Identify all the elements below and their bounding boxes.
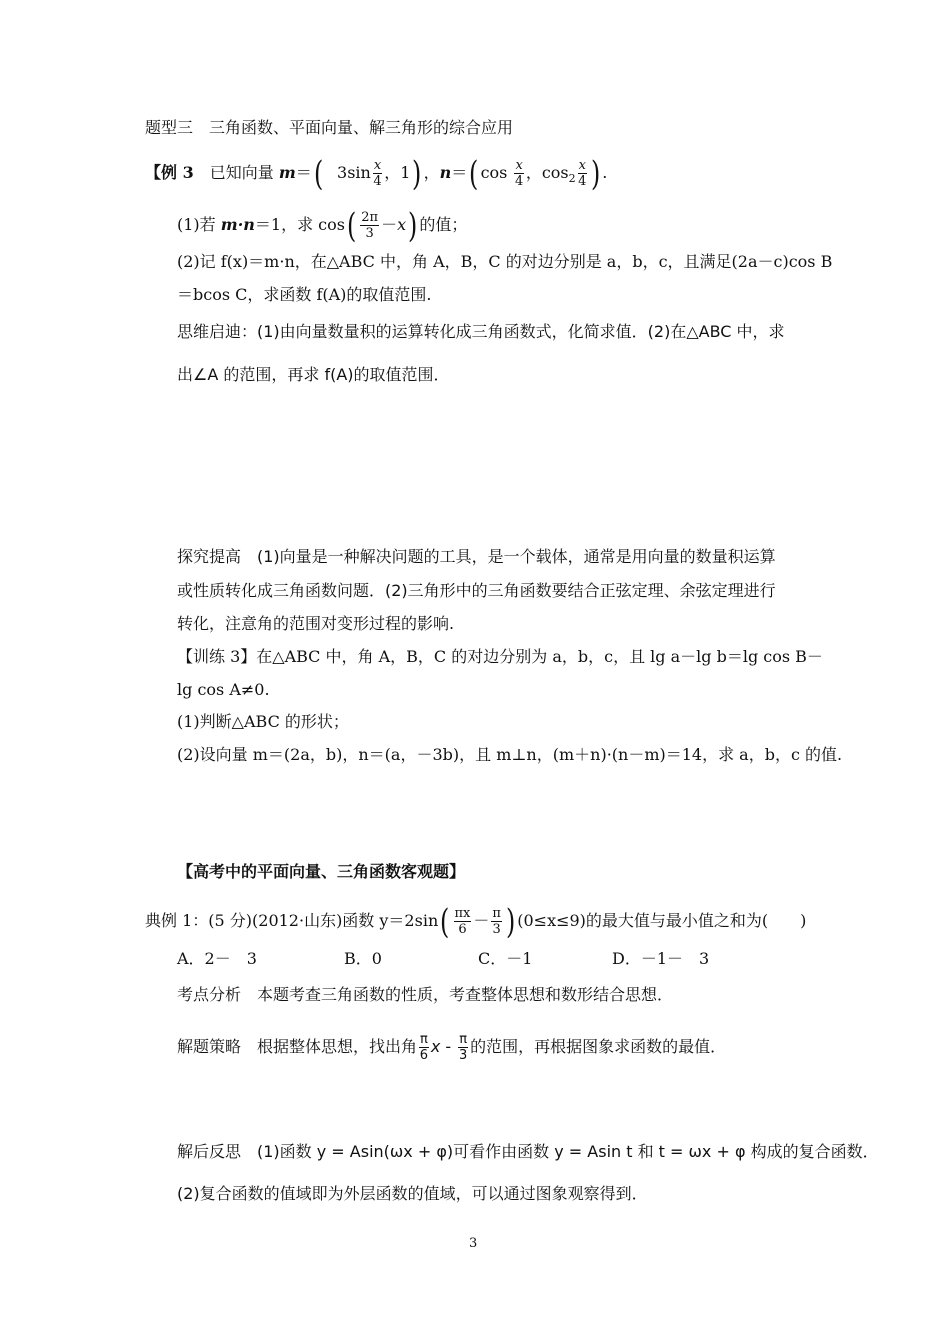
paren-close: ) [412, 153, 422, 194]
exponent-2: 2 [568, 172, 576, 185]
q1-paren-open: ( [346, 205, 357, 246]
period: . [602, 163, 608, 182]
analysis: 考点分析 本题考查三角函数的性质，考查整体思想和数形结合思想． [177, 985, 674, 1004]
frac-num-b: x [515, 158, 523, 173]
option-b: B．0 [344, 949, 382, 968]
fraction-x-4 [373, 158, 382, 189]
strategy [177, 1032, 726, 1063]
te1-frac2-num: π [492, 906, 501, 921]
q1-x: x [397, 215, 407, 234]
te1-suffix: (0≤x≤9)的最大值与最小值之和为( ) [517, 911, 807, 930]
equals-n: ＝ [451, 163, 468, 182]
te1-frac1-den: 6 [458, 922, 467, 937]
strategy-frac1-num: π [420, 1032, 428, 1047]
training-3-line-1: 【训练 3】在△ABC 中，角 A，B，C 的对边分别为 a，b，c，且 lg a－lg b＝lg cos B－ [177, 647, 823, 666]
paren-open: ( [313, 153, 324, 194]
q1-frac-den: 3 [365, 226, 374, 241]
example-text: 已知向量 [193, 163, 279, 182]
gaokao-title: 【高考中的平面向量、三角函数客观题】 [177, 862, 466, 881]
training-3-line-2: lg cos A≠0. [177, 680, 270, 699]
fraction-2pi-3 [360, 210, 379, 241]
fraction-x-4-c [578, 158, 587, 189]
q1-prefix: (1)若 [177, 215, 221, 234]
equals: ＝ [295, 163, 312, 182]
question-2-line-2: ＝bcos C，求函数 f(A)的取值范围. [177, 285, 432, 304]
reflection-line-1: 解后反思 (1)函数 y = Asin(ωx + φ)可看作由函数 y = Asin t 和 t = ωx + φ 构成的复合函数． [177, 1142, 879, 1161]
explore-line-1: 探究提高 (1)向量是一种解决问题的工具，是一个载体，通常是用向量的数量积运算 [177, 547, 776, 566]
strategy-frac1-den: 6 [419, 1048, 429, 1063]
vector-m: m [278, 163, 296, 182]
frac-den-b: 4 [515, 174, 524, 189]
page-number: 3 [469, 1236, 478, 1251]
question-1 [177, 205, 468, 246]
te1-paren-open: ( [440, 901, 450, 942]
question-2-line-1: (2)记 f(x)＝m·n，在△ABC 中，角 A，B，C 的对边分别是 a，b，c，且满足(2a－c)cos B [177, 252, 833, 271]
te1-frac1-num: πx [454, 906, 471, 921]
frac-num: x [373, 158, 382, 173]
q1-suffix: 的值； [419, 215, 468, 234]
frac-den-c: 4 [578, 174, 587, 189]
explore-line-2: 或性质转化成三角函数问题．(2)三角形中的三角函数要结合正弦定理、余弦定理进行 [177, 581, 776, 600]
option-a: A．2－ 3 [177, 949, 257, 968]
training-3-question-2: (2)设向量 m＝(2a，b)，n＝(a，－3b)，且 m⊥n，(m＋n)·(n－m)＝14，求 a，b，c 的值. [177, 745, 843, 764]
fraction-pi-6 [419, 1032, 429, 1063]
fraction-pi-3 [491, 906, 502, 937]
q1-frac-num: 2π [361, 210, 379, 225]
reflection-line-2: (2)复合函数的值域即为外层函数的值域，可以通过图象观察得到． [177, 1184, 648, 1203]
example-tag: 【例 3 [145, 163, 194, 182]
section-title: 题型三 三角函数、平面向量、解三角形的综合应用 [145, 118, 514, 137]
hint-line-2: 出∠A 的范围，再求 f(A)的取值范围． [177, 365, 450, 384]
q1-dot-product: m·n [220, 215, 255, 234]
frac-den: 4 [373, 174, 382, 189]
te1-frac2-den: 3 [492, 922, 501, 937]
vector-n: n [439, 163, 452, 182]
strategy-prefix: 解题策略 根据整体思想，找出角 [177, 1037, 418, 1056]
training-3-question-1: (1)判断△ABC 的形状； [177, 712, 349, 731]
cos-term: cos [480, 163, 513, 182]
te1-prefix: 典例 1：(5 分)(2012·山东)函数 y＝2sin [145, 911, 439, 930]
explore-line-3: 转化，注意角的范围对变形过程的影响. [177, 614, 455, 633]
cos2-term: cos [541, 163, 569, 182]
q1-paren-close: ) [408, 205, 418, 246]
paren-close-2: ) [590, 153, 601, 194]
strategy-frac2-den: 3 [459, 1048, 468, 1063]
hint-line-1: 思维启迪：(1)由向量数量积的运算转化成三角函数式，化简求值．(2)在△ABC 中，求 [177, 322, 785, 341]
sin-term: 3sin [337, 163, 371, 182]
strategy-suffix: 的范围，再根据图象求函数的最值． [470, 1037, 727, 1056]
fraction-pix-6 [454, 906, 472, 937]
option-c: C．－1 [478, 949, 533, 968]
fraction-x-4-b [514, 158, 523, 189]
strategy-frac2-num: π [459, 1032, 468, 1047]
q1-minus: － [381, 215, 398, 234]
te1-minus: － [473, 911, 490, 930]
frac-num-c: x [578, 158, 586, 173]
comma-2: ， [525, 163, 542, 182]
fraction-pi-3-b [458, 1032, 468, 1063]
strategy-x: x [430, 1037, 441, 1056]
comma: ， [423, 163, 440, 182]
paren-open-2: ( [469, 153, 479, 194]
strategy-minus: - [440, 1037, 457, 1056]
typical-example-1 [145, 901, 807, 942]
comma-one: ，1 [384, 163, 411, 182]
example-3-statement [145, 153, 608, 194]
q1-cos: ＝1，求 cos [254, 215, 345, 234]
te1-paren-close: ) [505, 901, 516, 942]
option-d: D．－1－ 3 [612, 949, 710, 968]
